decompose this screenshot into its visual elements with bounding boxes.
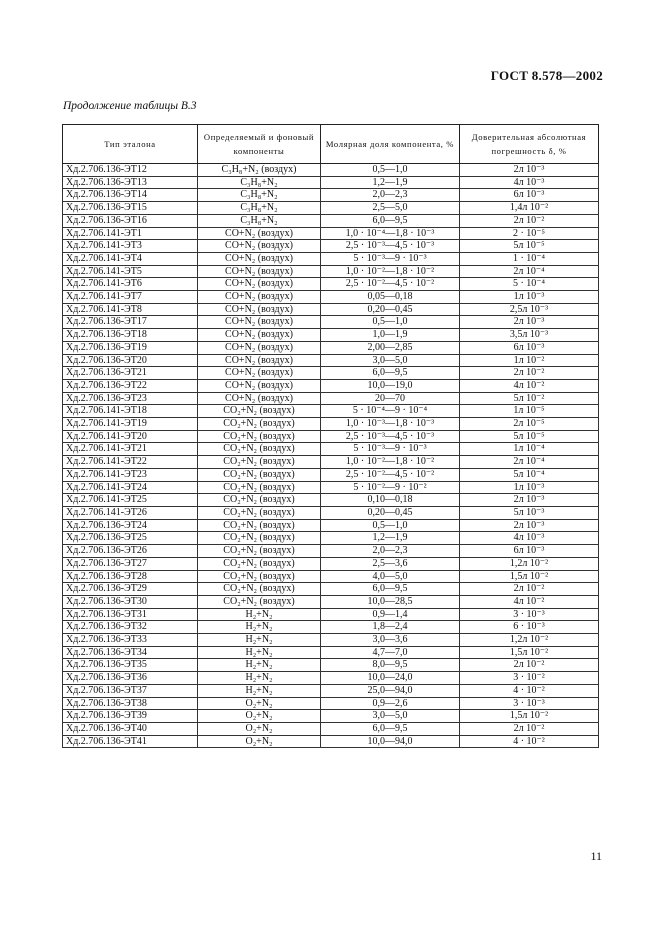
column-header-uncertainty: Доверительная абсолютная погрешность δ, % (460, 125, 599, 164)
uncertainty-cell: 2л 10⁻³ (460, 519, 599, 532)
table-row (63, 176, 599, 189)
standard-type-cell: Хд.2.706.141-ЭТ1 (63, 227, 198, 240)
table-row (63, 722, 599, 735)
molar-fraction-cell: 2,5 · 10⁻²—4,5 · 10⁻² (321, 278, 460, 291)
table-row (63, 621, 599, 634)
uncertainty-cell: 3 · 10⁻³ (460, 608, 599, 621)
uncertainty-cell: 5л 10⁻² (460, 392, 599, 405)
components-cell: H₂+N₂ (198, 646, 321, 659)
standard-type-cell: Хд.2.706.141-ЭТ19 (63, 418, 198, 431)
molar-fraction-cell: 0,5—1,0 (321, 164, 460, 177)
molar-fraction-cell: 6,0—9,5 (321, 583, 460, 596)
table-row (63, 341, 599, 354)
uncertainty-cell: 1л 10⁻³ (460, 481, 599, 494)
uncertainty-cell: 4л 10⁻² (460, 379, 599, 392)
uncertainty-cell: 4 · 10⁻² (460, 735, 599, 748)
components-cell: CO₂+N₂ (воздух) (198, 532, 321, 545)
components-cell: CO₂+N₂ (воздух) (198, 595, 321, 608)
uncertainty-cell: 4л 10⁻² (460, 595, 599, 608)
molar-fraction-cell: 3,0—5,0 (321, 710, 460, 723)
components-cell: CO₂+N₂ (воздух) (198, 519, 321, 532)
molar-fraction-cell: 0,9—1,4 (321, 608, 460, 621)
table-row (63, 189, 599, 202)
table-row (63, 443, 599, 456)
uncertainty-cell: 1,5л 10⁻² (460, 646, 599, 659)
table-row (63, 634, 599, 647)
components-cell: C₃H₈+N₂ (воздух) (198, 164, 321, 177)
table-row (63, 570, 599, 583)
table-row (63, 697, 599, 710)
components-cell: CO₂+N₂ (воздух) (198, 405, 321, 418)
molar-fraction-cell: 5 · 10⁻²—9 · 10⁻² (321, 481, 460, 494)
standard-type-cell: Хд.2.706.141-ЭТ22 (63, 456, 198, 469)
standard-type-cell: Хд.2.706.136-ЭТ39 (63, 710, 198, 723)
table-row (63, 303, 599, 316)
components-cell: H₂+N₂ (198, 684, 321, 697)
table-row (63, 532, 599, 545)
uncertainty-cell: 2л 10⁻⁵ (460, 418, 599, 431)
standard-type-cell: Хд.2.706.136-ЭТ12 (63, 164, 198, 177)
table-row (63, 316, 599, 329)
table-row (63, 392, 599, 405)
uncertainty-cell: 6л 10⁻³ (460, 545, 599, 558)
standard-type-cell: Хд.2.706.141-ЭТ8 (63, 303, 198, 316)
standard-type-cell: Хд.2.706.141-ЭТ24 (63, 481, 198, 494)
uncertainty-cell: 1,5л 10⁻² (460, 570, 599, 583)
standard-type-cell: Хд.2.706.136-ЭТ34 (63, 646, 198, 659)
components-cell: CO+N₂ (воздух) (198, 316, 321, 329)
uncertainty-cell: 1,5л 10⁻² (460, 710, 599, 723)
column-header-molar-fraction: Молярная доля компонента, % (321, 125, 460, 164)
components-cell: CO+N₂ (воздух) (198, 252, 321, 265)
table-row (63, 379, 599, 392)
components-cell: CO+N₂ (воздух) (198, 379, 321, 392)
molar-fraction-cell: 2,5 · 10⁻²—4,5 · 10⁻² (321, 468, 460, 481)
components-cell: O₂+N₂ (198, 735, 321, 748)
standard-type-cell: Хд.2.706.141-ЭТ3 (63, 240, 198, 253)
components-cell: H₂+N₂ (198, 659, 321, 672)
table-row (63, 456, 599, 469)
molar-fraction-cell: 5 · 10⁻³—9 · 10⁻³ (321, 252, 460, 265)
molar-fraction-cell: 5 · 10⁻⁴—9 · 10⁻⁴ (321, 405, 460, 418)
uncertainty-cell: 1 · 10⁻⁴ (460, 252, 599, 265)
molar-fraction-cell: 1,2—1,9 (321, 176, 460, 189)
uncertainty-cell: 2л 10⁻² (460, 722, 599, 735)
molar-fraction-cell: 0,5—1,0 (321, 316, 460, 329)
uncertainty-cell: 2 · 10⁻⁵ (460, 227, 599, 240)
components-cell: H₂+N₂ (198, 621, 321, 634)
uncertainty-cell: 1л 10⁻⁴ (460, 443, 599, 456)
standard-type-cell: Хд.2.706.136-ЭТ41 (63, 735, 198, 748)
table-row (63, 405, 599, 418)
uncertainty-cell: 2,5л 10⁻³ (460, 303, 599, 316)
table-row (63, 278, 599, 291)
uncertainty-cell: 2л 10⁻³ (460, 494, 599, 507)
uncertainty-cell: 4л 10⁻³ (460, 532, 599, 545)
table-row (63, 659, 599, 672)
components-cell: CO+N₂ (воздух) (198, 341, 321, 354)
molar-fraction-cell: 6,0—9,5 (321, 722, 460, 735)
uncertainty-cell: 2л 10⁻³ (460, 164, 599, 177)
table-row (63, 214, 599, 227)
standard-type-cell: Хд.2.706.141-ЭТ23 (63, 468, 198, 481)
components-cell: CO+N₂ (воздух) (198, 329, 321, 342)
components-cell: CO₂+N₂ (воздух) (198, 456, 321, 469)
molar-fraction-cell: 1,0 · 10⁻²—1,8 · 10⁻² (321, 265, 460, 278)
components-cell: C₃H₈+N₂ (198, 202, 321, 215)
molar-fraction-cell: 4,0—5,0 (321, 570, 460, 583)
molar-fraction-cell: 8,0—9,5 (321, 659, 460, 672)
uncertainty-cell: 1л 10⁻² (460, 354, 599, 367)
molar-fraction-cell: 2,0—2,3 (321, 189, 460, 202)
standard-type-cell: Хд.2.706.136-ЭТ27 (63, 557, 198, 570)
components-cell: O₂+N₂ (198, 722, 321, 735)
components-cell: CO+N₂ (воздух) (198, 240, 321, 253)
table-row (63, 583, 599, 596)
molar-fraction-cell: 10,0—24,0 (321, 672, 460, 685)
standard-type-cell: Хд.2.706.136-ЭТ26 (63, 545, 198, 558)
uncertainty-cell: 5л 10⁻⁵ (460, 430, 599, 443)
uncertainty-cell: 5л 10⁻³ (460, 506, 599, 519)
standard-type-cell: Хд.2.706.136-ЭТ23 (63, 392, 198, 405)
molar-fraction-cell: 1,0 · 10⁻⁴—1,8 · 10⁻³ (321, 227, 460, 240)
standard-type-cell: Хд.2.706.136-ЭТ30 (63, 595, 198, 608)
molar-fraction-cell: 0,9—2,6 (321, 697, 460, 710)
molar-fraction-cell: 10,0—19,0 (321, 379, 460, 392)
table-row (63, 240, 599, 253)
molar-fraction-cell: 6,0—9,5 (321, 214, 460, 227)
molar-fraction-cell: 1,0 · 10⁻³—1,8 · 10⁻³ (321, 418, 460, 431)
uncertainty-cell: 2л 10⁻² (460, 214, 599, 227)
standard-type-cell: Хд.2.706.136-ЭТ33 (63, 634, 198, 647)
table-row (63, 710, 599, 723)
table-row (63, 291, 599, 304)
table-row (63, 227, 599, 240)
table-row (63, 519, 599, 532)
components-cell: H₂+N₂ (198, 634, 321, 647)
uncertainty-cell: 5л 10⁻⁵ (460, 240, 599, 253)
molar-fraction-cell: 6,0—9,5 (321, 367, 460, 380)
molar-fraction-cell: 10,0—28,5 (321, 595, 460, 608)
components-cell: CO+N₂ (воздух) (198, 291, 321, 304)
uncertainty-cell: 1л 10⁻⁵ (460, 405, 599, 418)
uncertainty-cell: 2л 10⁻³ (460, 316, 599, 329)
molar-fraction-cell: 2,5 · 10⁻³—4,5 · 10⁻³ (321, 240, 460, 253)
standard-type-cell: Хд.2.706.141-ЭТ21 (63, 443, 198, 456)
uncertainty-cell: 1,4л 10⁻² (460, 202, 599, 215)
table-row (63, 354, 599, 367)
components-cell: CO₂+N₂ (воздух) (198, 557, 321, 570)
components-cell: C₃H₈+N₂ (198, 214, 321, 227)
standard-type-cell: Хд.2.706.141-ЭТ7 (63, 291, 198, 304)
uncertainty-cell: 6л 10⁻³ (460, 341, 599, 354)
molar-fraction-cell: 1,2—1,9 (321, 532, 460, 545)
standard-type-cell: Хд.2.706.136-ЭТ21 (63, 367, 198, 380)
uncertainty-cell: 6 · 10⁻³ (460, 621, 599, 634)
table-row (63, 646, 599, 659)
standards-table (62, 124, 599, 748)
standard-type-cell: Хд.2.706.141-ЭТ20 (63, 430, 198, 443)
components-cell: CO₂+N₂ (воздух) (198, 481, 321, 494)
standard-type-cell: Хд.2.706.136-ЭТ22 (63, 379, 198, 392)
components-cell: CO+N₂ (воздух) (198, 354, 321, 367)
components-cell: H₂+N₂ (198, 672, 321, 685)
components-cell: C₃H₈+N₂ (198, 189, 321, 202)
table-row (63, 672, 599, 685)
molar-fraction-cell: 25,0—94,0 (321, 684, 460, 697)
table-row (63, 608, 599, 621)
document-code: ГОСТ 8.578—2002 (490, 68, 603, 83)
standard-type-cell: Хд.2.706.136-ЭТ36 (63, 672, 198, 685)
components-cell: CO₂+N₂ (воздух) (198, 418, 321, 431)
molar-fraction-cell: 2,5—5,0 (321, 202, 460, 215)
components-cell: CO₂+N₂ (воздух) (198, 545, 321, 558)
table-row (63, 494, 599, 507)
standard-type-cell: Хд.2.706.136-ЭТ15 (63, 202, 198, 215)
table-row (63, 595, 599, 608)
molar-fraction-cell: 10,0—94,0 (321, 735, 460, 748)
components-cell: O₂+N₂ (198, 697, 321, 710)
table-body (63, 164, 599, 748)
uncertainty-cell: 5 · 10⁻⁴ (460, 278, 599, 291)
components-cell: CO₂+N₂ (воздух) (198, 468, 321, 481)
standard-type-cell: Хд.2.706.136-ЭТ24 (63, 519, 198, 532)
standard-type-cell: Хд.2.706.136-ЭТ37 (63, 684, 198, 697)
table-row (63, 684, 599, 697)
standard-type-cell: Хд.2.706.136-ЭТ28 (63, 570, 198, 583)
column-header-components: Определяемый и фоновый компоненты (198, 125, 321, 164)
standard-type-cell: Хд.2.706.141-ЭТ25 (63, 494, 198, 507)
standard-type-cell: Хд.2.706.136-ЭТ31 (63, 608, 198, 621)
standard-type-cell: Хд.2.706.141-ЭТ6 (63, 278, 198, 291)
uncertainty-cell: 1л 10⁻³ (460, 291, 599, 304)
components-cell: CO₂+N₂ (воздух) (198, 430, 321, 443)
table-row (63, 252, 599, 265)
components-cell: CO+N₂ (воздух) (198, 278, 321, 291)
standard-type-cell: Хд.2.706.136-ЭТ40 (63, 722, 198, 735)
components-cell: CO₂+N₂ (воздух) (198, 443, 321, 456)
table-row (63, 735, 599, 748)
table-row (63, 468, 599, 481)
standard-type-cell: Хд.2.706.141-ЭТ18 (63, 405, 198, 418)
molar-fraction-cell: 1,8—2,4 (321, 621, 460, 634)
standard-type-cell: Хд.2.706.136-ЭТ29 (63, 583, 198, 596)
components-cell: CO₂+N₂ (воздух) (198, 494, 321, 507)
components-cell: CO₂+N₂ (воздух) (198, 570, 321, 583)
components-cell: CO+N₂ (воздух) (198, 227, 321, 240)
standard-type-cell: Хд.2.706.136-ЭТ35 (63, 659, 198, 672)
table-row (63, 481, 599, 494)
molar-fraction-cell: 3,0—5,0 (321, 354, 460, 367)
molar-fraction-cell: 2,0—2,3 (321, 545, 460, 558)
molar-fraction-cell: 0,10—0,18 (321, 494, 460, 507)
standard-type-cell: Хд.2.706.136-ЭТ20 (63, 354, 198, 367)
standard-type-cell: Хд.2.706.136-ЭТ18 (63, 329, 198, 342)
uncertainty-cell: 3 · 10⁻³ (460, 697, 599, 710)
standard-type-cell: Хд.2.706.136-ЭТ25 (63, 532, 198, 545)
components-cell: O₂+N₂ (198, 710, 321, 723)
molar-fraction-cell: 2,00—2,85 (321, 341, 460, 354)
standard-type-cell: Хд.2.706.136-ЭТ13 (63, 176, 198, 189)
molar-fraction-cell: 2,5 · 10⁻³—4,5 · 10⁻³ (321, 430, 460, 443)
molar-fraction-cell: 0,05—0,18 (321, 291, 460, 304)
molar-fraction-cell: 0,5—1,0 (321, 519, 460, 532)
table-header-row (63, 125, 599, 164)
standard-type-cell: Хд.2.706.136-ЭТ17 (63, 316, 198, 329)
molar-fraction-cell: 0,20—0,45 (321, 506, 460, 519)
standard-type-cell: Хд.2.706.136-ЭТ19 (63, 341, 198, 354)
uncertainty-cell: 2л 10⁻⁴ (460, 456, 599, 469)
components-cell: C₃H₈+N₂ (198, 176, 321, 189)
standard-type-cell: Хд.2.706.136-ЭТ32 (63, 621, 198, 634)
standard-type-cell: Хд.2.706.141-ЭТ4 (63, 252, 198, 265)
components-cell: CO₂+N₂ (воздух) (198, 506, 321, 519)
standard-type-cell: Хд.2.706.141-ЭТ26 (63, 506, 198, 519)
standard-type-cell: Хд.2.706.136-ЭТ16 (63, 214, 198, 227)
table-row (63, 430, 599, 443)
table-row (63, 506, 599, 519)
standard-type-cell: Хд.2.706.136-ЭТ14 (63, 189, 198, 202)
components-cell: CO₂+N₂ (воздух) (198, 583, 321, 596)
table-row (63, 164, 599, 177)
uncertainty-cell: 2л 10⁻⁴ (460, 265, 599, 278)
table-row (63, 418, 599, 431)
uncertainty-cell: 1,2л 10⁻² (460, 634, 599, 647)
table-row (63, 557, 599, 570)
molar-fraction-cell: 1,0 · 10⁻²—1,8 · 10⁻² (321, 456, 460, 469)
table-row (63, 367, 599, 380)
components-cell: H₂+N₂ (198, 608, 321, 621)
molar-fraction-cell: 20—70 (321, 392, 460, 405)
uncertainty-cell: 3 · 10⁻² (460, 672, 599, 685)
uncertainty-cell: 6л 10⁻³ (460, 189, 599, 202)
table-row (63, 329, 599, 342)
table-row (63, 265, 599, 278)
uncertainty-cell: 3,5л 10⁻³ (460, 329, 599, 342)
molar-fraction-cell: 3,0—3,6 (321, 634, 460, 647)
components-cell: CO+N₂ (воздух) (198, 392, 321, 405)
table-header (63, 125, 599, 164)
page-number: 11 (590, 849, 602, 863)
uncertainty-cell: 4л 10⁻³ (460, 176, 599, 189)
column-header-type: Тип эталона (63, 125, 198, 164)
table-row (63, 545, 599, 558)
molar-fraction-cell: 0,20—0,45 (321, 303, 460, 316)
uncertainty-cell: 2л 10⁻² (460, 659, 599, 672)
molar-fraction-cell: 1,0—1,9 (321, 329, 460, 342)
components-cell: CO+N₂ (воздух) (198, 265, 321, 278)
molar-fraction-cell: 2,5—3,6 (321, 557, 460, 570)
table-caption: Продолжение таблицы В.3 (63, 100, 197, 112)
molar-fraction-cell: 5 · 10⁻³—9 · 10⁻³ (321, 443, 460, 456)
uncertainty-cell: 1,2л 10⁻² (460, 557, 599, 570)
components-cell: CO+N₂ (воздух) (198, 367, 321, 380)
uncertainty-cell: 4 · 10⁻² (460, 684, 599, 697)
standard-type-cell: Хд.2.706.141-ЭТ5 (63, 265, 198, 278)
uncertainty-cell: 2л 10⁻² (460, 583, 599, 596)
components-cell: CO+N₂ (воздух) (198, 303, 321, 316)
molar-fraction-cell: 4,7—7,0 (321, 646, 460, 659)
standard-type-cell: Хд.2.706.136-ЭТ38 (63, 697, 198, 710)
uncertainty-cell: 2л 10⁻² (460, 367, 599, 380)
table-row (63, 202, 599, 215)
uncertainty-cell: 5л 10⁻⁴ (460, 468, 599, 481)
